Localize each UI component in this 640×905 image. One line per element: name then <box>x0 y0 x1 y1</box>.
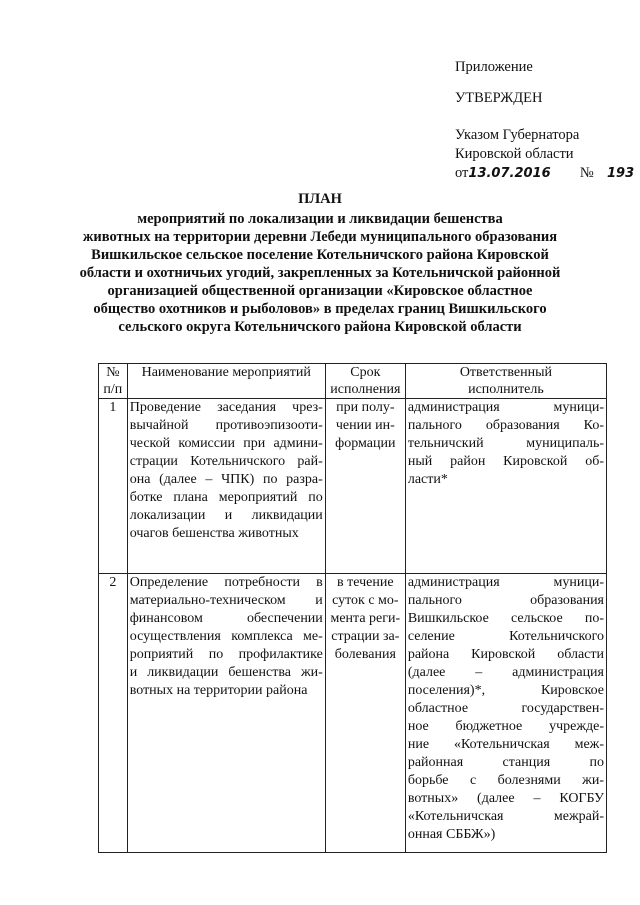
cell-line: района Кировской области <box>407 647 604 662</box>
cell-line: роприятий по профилактике <box>129 647 323 662</box>
cell-line: «Котельничская межрай- <box>407 809 604 824</box>
decree-line-2: Кировской области <box>455 146 574 162</box>
row-term <box>325 574 405 853</box>
cell-line: Определение потребности в <box>129 575 323 590</box>
cell-line: пального образования <box>407 593 604 608</box>
cell-line: финансовом обеспечении <box>129 611 323 626</box>
handwritten-number: 193 <box>607 166 635 181</box>
appendix-label: Приложение <box>455 59 533 75</box>
handwritten-date: 13.07.2016 <box>468 166 551 181</box>
title-line: области и охотничьих угодий, закрепленных за Котельничской районной <box>79 265 561 281</box>
document-title <box>60 190 580 336</box>
title-line: мероприятий по локализации и ликвидации бешенства <box>137 211 503 227</box>
cell-line: локализации и ликвидации <box>129 508 323 523</box>
cell-line: страции за- <box>331 629 400 644</box>
cell-line: в течение <box>337 575 394 590</box>
cell-line: ние «Котельничская меж- <box>407 737 604 752</box>
cell-line: формации <box>335 436 396 451</box>
header-term-line1: Срок <box>350 365 381 380</box>
approval-block <box>455 58 635 183</box>
cell-line: селение Котельничского <box>407 629 604 644</box>
row-number: 1 <box>99 399 128 574</box>
cell-line: страции Котельничского рай- <box>129 454 323 469</box>
header-measure-name-text: Наименование мероприятий <box>141 365 311 380</box>
decree-line-1: Указом Губернатора <box>455 127 580 143</box>
cell-line: осуществления комплекса ме- <box>129 629 323 644</box>
row-term <box>325 399 405 574</box>
cell-line: при полу- <box>336 400 395 415</box>
header-responsible-line2: исполнитель <box>468 382 544 397</box>
cell-line: Вишкильское сельское по- <box>407 611 604 626</box>
table-row <box>99 399 607 574</box>
title-line: Вишкильское сельское поселение Котельничского района Кировской <box>91 247 549 263</box>
number-prefix: № <box>579 165 594 181</box>
measures-table <box>98 363 607 853</box>
cell-line: ботке плана мероприятий по <box>129 490 323 505</box>
cell-line: поселения)*, Кировское <box>407 683 604 698</box>
header-number-line1: № <box>106 365 120 380</box>
cell-line: вычайной противоэпизооти- <box>129 418 323 433</box>
cell-line: (далее – администрация <box>407 665 604 680</box>
header-responsible <box>405 364 606 399</box>
cell-line: тельничский муниципаль- <box>407 436 604 451</box>
header-term <box>325 364 405 399</box>
title-line: сельского округа Котельничского района Кировской области <box>118 319 522 335</box>
cell-line: ческой комиссии при админи- <box>129 436 323 451</box>
cell-line: вотных» (далее – КОГБУ <box>407 791 604 806</box>
decree-date-line <box>455 164 635 183</box>
table-header-row <box>99 364 607 399</box>
row-measure-name <box>127 574 325 853</box>
cell-line: районная станция по <box>407 755 604 770</box>
title-line: животных на территории деревни Лебеди муниципального образования <box>82 229 558 245</box>
cell-line: вотных на территории района <box>129 683 308 698</box>
cell-line: областное государствен- <box>407 701 604 716</box>
row-measure-name <box>127 399 325 574</box>
cell-line: чении ин- <box>335 418 395 433</box>
cell-line: она (далее – ЧПК) по разра- <box>129 472 323 487</box>
approved-stamp-text: УТВЕРЖДЕН <box>455 90 543 106</box>
header-responsible-line1: Ответственный <box>459 365 553 380</box>
header-number-line2: п/п <box>103 382 123 397</box>
cell-line: материально-техническом и <box>129 593 323 608</box>
cell-line: болевания <box>334 647 396 662</box>
row-responsible <box>405 574 606 853</box>
cell-line: Проведение заседания чрез- <box>129 400 323 415</box>
cell-line: мента реги- <box>330 611 401 626</box>
header-number <box>99 364 128 399</box>
cell-line: борьбе с болезнями жи- <box>407 773 604 788</box>
cell-line: администрация муници- <box>407 575 604 590</box>
cell-line: ласти* <box>407 472 448 487</box>
cell-line: администрация муници- <box>407 400 604 415</box>
title-line: общество охотников и рыболовов» в пределах границ Вишкильского <box>93 301 547 317</box>
cell-line: пального образования Ко- <box>407 418 604 433</box>
row-number: 2 <box>99 574 128 853</box>
cell-line: и ликвидации бешенства жи- <box>129 665 323 680</box>
cell-line: онная СББЖ») <box>407 827 496 842</box>
date-prefix: от <box>455 165 469 181</box>
header-term-line2: исполнения <box>330 382 401 397</box>
table-row <box>99 574 607 853</box>
cell-line: ное бюджетное учрежде- <box>407 719 604 734</box>
cell-line: очагов бешенства животных <box>129 526 299 541</box>
header-measure-name <box>127 364 325 399</box>
plan-heading: ПЛАН <box>298 191 342 207</box>
cell-line: суток с мо- <box>332 593 399 608</box>
title-line: организацией общественной организации «Кировское областное <box>107 283 533 299</box>
row-responsible <box>405 399 606 574</box>
cell-line: ный район Кировской об- <box>407 454 604 469</box>
